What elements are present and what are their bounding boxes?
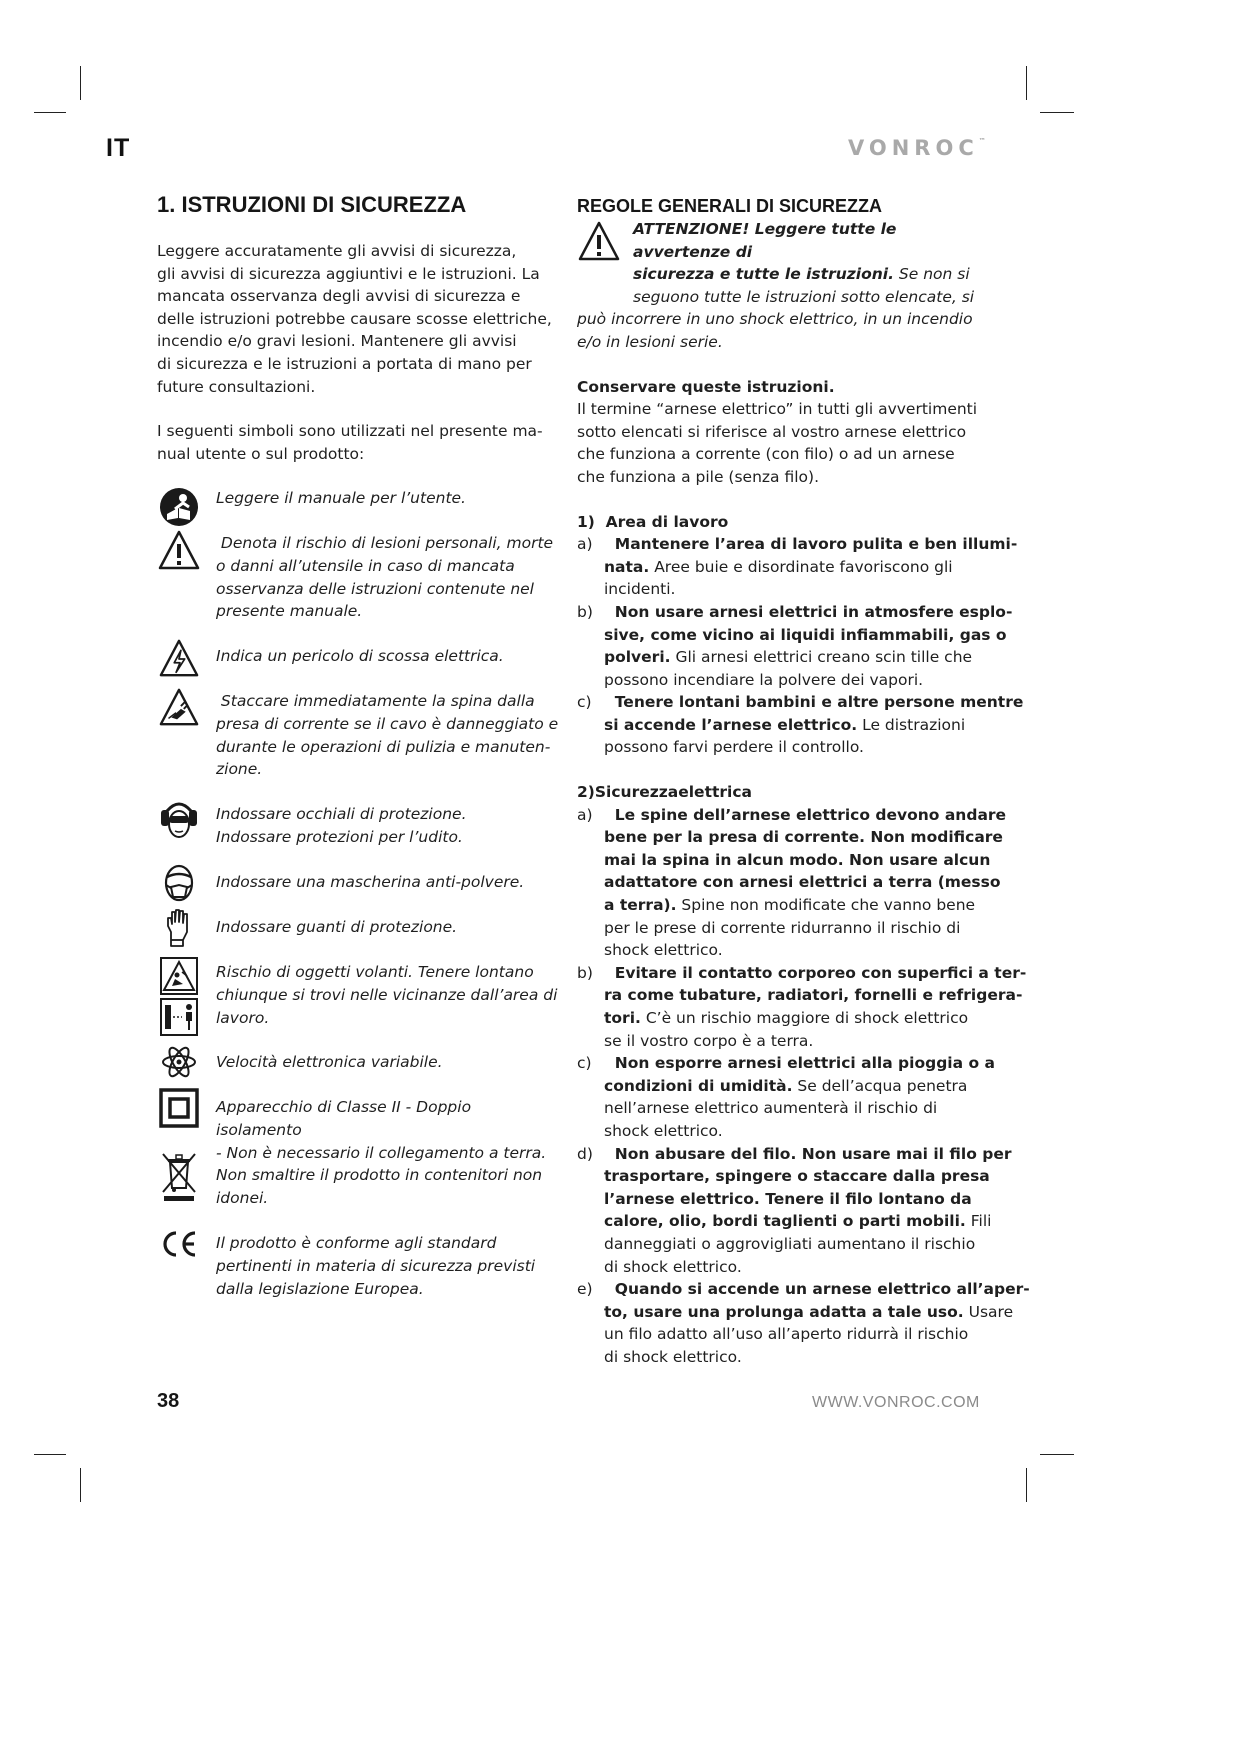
rule-bold-text: calore, olio, bordi taglienti o parti mobili. bbox=[604, 1212, 966, 1231]
rule-line bbox=[604, 1301, 1014, 1324]
item-letter: b) bbox=[577, 602, 593, 621]
rule-line bbox=[604, 578, 987, 601]
rule-bold-text: sive, come vicino ai liquidi infiammabili, gas o bbox=[604, 625, 1007, 644]
symbol-text: Denota il rischio di lesioni personali, morte bbox=[216, 534, 554, 553]
safety-rule-item bbox=[577, 1278, 1030, 1368]
intro-line: Leggere accuratamente gli avvisi di sicurezza, bbox=[157, 242, 517, 260]
symbol-row bbox=[157, 1096, 561, 1164]
general-safety-title: REGOLE GENERALI DI SICUREZZA bbox=[577, 196, 883, 216]
rule-text: un filo adatto all’uso all’aperto ridurrà il rischio bbox=[604, 1325, 969, 1344]
safety-sections bbox=[577, 511, 1030, 1369]
symbol-row bbox=[157, 645, 561, 690]
safety-rule-item bbox=[577, 1143, 1012, 1279]
rule-line bbox=[604, 1030, 987, 1053]
gloves-icon bbox=[157, 906, 201, 948]
subsection-title: 2)Sicurezzaelettrica bbox=[577, 783, 752, 802]
left-column bbox=[157, 190, 561, 1300]
rule-text: possono incendiare la polvere dei vapori. bbox=[604, 670, 924, 689]
safety-rule-item bbox=[577, 804, 1007, 962]
rule-line bbox=[604, 849, 991, 872]
rule-bold-text: si accende l’arnese elettrico. bbox=[604, 715, 858, 734]
rule-text: C’è un rischio maggiore di shock elettrico bbox=[640, 1009, 969, 1027]
rule-line bbox=[604, 736, 987, 759]
safety-rule-item bbox=[577, 533, 1018, 601]
rule-line bbox=[604, 1233, 987, 1256]
warning-text: seguono tutte le istruzioni sotto elencate, si bbox=[633, 287, 975, 306]
warning-triangle-icon bbox=[577, 220, 621, 269]
text-line: sotto elencati si riferisce al vostro arnese elettrico bbox=[577, 422, 967, 441]
rule-text: Spine non modificate che vanno bene bbox=[676, 896, 976, 915]
crop-mark bbox=[1026, 66, 1027, 100]
warning-text: e/o in lesioni serie. bbox=[577, 332, 723, 351]
rule-text: Gli arnesi elettrici creano scin tille che bbox=[670, 648, 973, 667]
rule-bold-text: Non abusare del filo. Non usare mai il filo per bbox=[604, 1144, 1012, 1163]
rule-bold-text: Mantenere l’area di lavoro pulita e ben illumi- bbox=[604, 535, 1018, 554]
intro-line: incendio e/o gravi lesioni. Mantenere gli avvisi bbox=[157, 332, 517, 351]
language-label: IT bbox=[106, 134, 131, 162]
symbol-text: presa di corrente se il cavo è danneggiato e bbox=[216, 714, 559, 733]
rule-line bbox=[604, 1278, 1030, 1301]
symbol-text: dalla legislazione Europea. bbox=[216, 1279, 424, 1298]
intro-line: di sicurezza e le istruzioni a portata di mano per bbox=[157, 354, 532, 373]
symbol-text: Staccare immediatamente la spina dalla bbox=[216, 692, 535, 711]
crop-mark bbox=[34, 1454, 66, 1455]
weee-bin-icon bbox=[157, 1150, 201, 1202]
rule-text: per le prese di corrente ridurranno il rischio di bbox=[604, 918, 961, 937]
symbol-row bbox=[157, 532, 561, 645]
rule-line bbox=[604, 601, 1013, 624]
symbol-row bbox=[157, 803, 561, 871]
rule-line bbox=[604, 1143, 1012, 1166]
ce-mark-icon bbox=[157, 1230, 201, 1258]
rule-bold-text: condizioni di umidità. bbox=[604, 1076, 793, 1095]
rule-text: Aree buie e disordinate favoriscono gli bbox=[649, 557, 953, 576]
symbol-text: o danni all’utensile in caso di mancata bbox=[216, 556, 515, 575]
symbols-intro-line: nual utente o sul prodotto: bbox=[157, 444, 365, 463]
rule-bold-text: Non esporre arnesi elettrici alla pioggia o a bbox=[604, 1054, 995, 1073]
symbol-row bbox=[157, 690, 561, 803]
rule-line bbox=[604, 691, 1024, 714]
rule-bold-text: tori. bbox=[604, 1009, 641, 1027]
rule-bold-text: polveri. bbox=[604, 648, 671, 667]
brand-name: VONROC bbox=[848, 136, 979, 160]
symbol-row bbox=[157, 487, 561, 532]
intro-paragraph bbox=[157, 240, 561, 398]
symbol-row bbox=[157, 871, 561, 916]
rule-bold-text: Evitare il contatto corporeo con superfici a ter- bbox=[604, 963, 1027, 982]
rule-text: Fili bbox=[965, 1212, 992, 1231]
rule-text: se il vostro corpo è a terra. bbox=[604, 1031, 814, 1050]
rule-text: Se dell’acqua penetra bbox=[792, 1076, 968, 1095]
symbol-text: Apparecchio di Classe II - Doppio isolamento bbox=[216, 1098, 472, 1139]
rule-line bbox=[604, 962, 1027, 985]
symbol-text: osservanza delle istruzioni contenute nel bbox=[216, 579, 534, 598]
symbol-row bbox=[157, 1232, 561, 1300]
rule-line bbox=[604, 1323, 987, 1346]
rule-line bbox=[604, 984, 1023, 1007]
symbol-text: chiunque si trovi nelle vicinanze dall’area di bbox=[216, 985, 558, 1004]
symbol-text: Leggere il manuale per l’utente. bbox=[216, 489, 466, 508]
rule-line bbox=[604, 1052, 995, 1075]
safety-rule-item bbox=[577, 691, 1024, 759]
symbol-row bbox=[157, 1051, 561, 1096]
rule-text: possono farvi perdere il controllo. bbox=[604, 738, 864, 757]
rule-line bbox=[604, 646, 987, 669]
item-letter: b) bbox=[577, 963, 593, 982]
rule-line bbox=[604, 871, 1001, 894]
intro-line: gli avvisi di sicurezza aggiuntivi e le istruzioni. La bbox=[157, 264, 540, 283]
safety-rule-item bbox=[577, 601, 1013, 691]
rule-line bbox=[604, 804, 1007, 827]
symbol-row bbox=[157, 961, 561, 1051]
page-number: 38 bbox=[157, 1390, 180, 1412]
flying-objects-icon bbox=[157, 957, 201, 1037]
rule-line bbox=[604, 939, 987, 962]
text-line: che funziona a pile (senza filo). bbox=[577, 467, 819, 486]
crop-mark bbox=[1040, 112, 1074, 113]
warning-text: Se non si bbox=[893, 265, 970, 284]
rule-text: Le distrazioni bbox=[857, 715, 966, 734]
rule-line bbox=[604, 1188, 987, 1211]
crop-mark bbox=[80, 1468, 81, 1502]
keep-instructions-text bbox=[577, 398, 987, 488]
warning-text: può incorrere in uno shock elettrico, in un incendio bbox=[577, 310, 973, 329]
rule-bold-text: nata. bbox=[604, 557, 650, 576]
rule-bold-text: mai la spina in alcun modo. Non usare alcun bbox=[604, 850, 991, 869]
item-letter: c) bbox=[577, 1054, 592, 1073]
attention-warning bbox=[577, 218, 987, 354]
rule-line bbox=[604, 669, 987, 692]
symbol-text: Non smaltire il prodotto in contenitori non bbox=[216, 1166, 543, 1185]
rule-line bbox=[604, 1165, 990, 1188]
variable-speed-icon bbox=[157, 1043, 201, 1081]
symbol-text: Indossare guanti di protezione. bbox=[216, 918, 458, 937]
intro-line: future consultazioni. bbox=[157, 377, 316, 396]
crop-mark bbox=[34, 112, 66, 113]
rule-line bbox=[604, 714, 987, 737]
symbol-row bbox=[157, 916, 561, 961]
rule-line bbox=[604, 1007, 987, 1030]
item-letter: e) bbox=[577, 1280, 593, 1299]
rule-line bbox=[604, 556, 987, 579]
crop-mark bbox=[1040, 1454, 1074, 1455]
intro-line: delle istruzioni potrebbe causare scosse elettriche, bbox=[157, 309, 552, 328]
symbols-intro-line: I seguenti simboli sono utilizzati nel presente ma- bbox=[157, 422, 543, 441]
symbol-text: Il prodotto è conforme agli standard bbox=[216, 1234, 497, 1253]
section-title: 1. ISTRUZIONI DI SICUREZZA bbox=[157, 192, 467, 217]
rule-bold-text: Le spine dell’arnese elettrico devono andare bbox=[604, 805, 1007, 824]
item-letter: d) bbox=[577, 1144, 593, 1163]
item-letter: a) bbox=[577, 805, 593, 824]
rule-bold-text: adattatore con arnesi elettrici a terra (messo bbox=[604, 873, 1001, 892]
text-line: che funziona a corrente (con filo) o ad un arnese bbox=[577, 445, 955, 464]
rule-bold-text: trasportare, spingere o staccare dalla presa bbox=[604, 1167, 990, 1186]
symbol-text: presente manuale. bbox=[216, 602, 363, 621]
rule-bold-text: l’arnese elettrico. Tenere il filo lontano da bbox=[604, 1189, 972, 1208]
symbol-text: durante le operazioni di pulizia e manuten- bbox=[216, 737, 551, 756]
item-letter: c) bbox=[577, 693, 592, 712]
symbol-text: lavoro. bbox=[216, 1008, 270, 1027]
rule-text: shock elettrico. bbox=[604, 1121, 723, 1140]
rule-bold-text: Tenere lontani bambini e altre persone mentre bbox=[604, 693, 1024, 712]
symbol-text: idonei. bbox=[216, 1188, 269, 1207]
rule-text: nell’arnese elettrico aumenterà il rischio di bbox=[604, 1099, 938, 1118]
warning-bold-text: ATTENZIONE! Leggere tutte le avvertenze di bbox=[633, 220, 897, 261]
read-manual-icon bbox=[157, 487, 201, 527]
rule-line bbox=[604, 1346, 987, 1369]
rule-line bbox=[604, 894, 987, 917]
class-ii-icon bbox=[157, 1088, 201, 1128]
safety-rule-item bbox=[577, 962, 1027, 1052]
unplug-warning-icon bbox=[157, 686, 201, 728]
keep-instructions-title: Conservare queste istruzioni. bbox=[577, 377, 835, 396]
rule-line bbox=[604, 533, 1018, 556]
rule-bold-text: Quando si accende un arnese elettrico all’aper- bbox=[604, 1280, 1030, 1299]
rule-line bbox=[604, 1097, 987, 1120]
rule-line bbox=[604, 624, 1007, 647]
crop-mark bbox=[80, 66, 81, 100]
rule-bold-text: bene per la presa di corrente. Non modificare bbox=[604, 828, 1003, 847]
warning-bold-text: sicurezza e tutte le istruzioni. bbox=[633, 265, 894, 284]
symbol-text: Rischio di oggetti volanti. Tenere lontano bbox=[216, 963, 534, 982]
brand-logo: VONROC™ bbox=[848, 136, 986, 160]
rule-line bbox=[604, 1210, 992, 1233]
symbol-text: Indossare protezioni per l’udito. bbox=[216, 827, 463, 846]
rule-text: incidenti. bbox=[604, 580, 676, 599]
electric-shock-icon bbox=[157, 637, 201, 679]
right-column bbox=[577, 194, 1030, 1369]
rule-text: danneggiati o aggrovigliati aumentano il rischio bbox=[604, 1234, 976, 1253]
symbol-text: Indica un pericolo di scossa elettrica. bbox=[216, 647, 504, 666]
symbol-text: pertinenti in materia di sicurezza previsti bbox=[216, 1256, 536, 1275]
subsection-title: 1) Area di lavoro bbox=[577, 512, 729, 531]
crop-mark bbox=[1026, 1468, 1027, 1502]
website-url: WWW.VONROC.COM bbox=[812, 1394, 980, 1411]
rule-text: di shock elettrico. bbox=[604, 1347, 742, 1366]
symbol-row bbox=[157, 1164, 561, 1232]
symbol-text: Indossare occhiali di protezione. bbox=[216, 805, 467, 824]
rule-bold-text: Non usare arnesi elettrici in atmosfere esplo- bbox=[604, 602, 1013, 621]
symbols-intro bbox=[157, 420, 561, 465]
rule-bold-text: to, usare una prolunga adatta a tale uso. bbox=[604, 1302, 964, 1321]
dust-mask-icon bbox=[157, 863, 201, 905]
rule-bold-text: ra come tubature, radiatori, fornelli e refrigera- bbox=[604, 986, 1023, 1005]
rule-line bbox=[604, 826, 1003, 849]
symbol-text: Indossare una mascherina anti-polvere. bbox=[216, 873, 525, 892]
safety-rule-item bbox=[577, 1052, 995, 1142]
rule-line bbox=[604, 917, 987, 940]
rule-text: Usare bbox=[963, 1302, 1014, 1321]
item-letter: a) bbox=[577, 535, 593, 554]
symbol-text: - Non è necessario il collegamento a terra. bbox=[216, 1143, 547, 1162]
symbol-text: zione. bbox=[216, 760, 263, 779]
symbol-text: Velocità elettronica variabile. bbox=[216, 1053, 443, 1072]
warning-triangle-icon bbox=[157, 528, 201, 572]
goggles-earmuffs-icon bbox=[157, 797, 201, 841]
rule-text: di shock elettrico. bbox=[604, 1257, 742, 1276]
text-line: Il termine “arnese elettrico” in tutti gli avvertimenti bbox=[577, 400, 978, 419]
rule-line bbox=[604, 1120, 987, 1143]
rule-line bbox=[604, 1256, 987, 1279]
rule-line bbox=[604, 1075, 987, 1098]
rule-bold-text: a terra). bbox=[604, 896, 677, 915]
intro-line: mancata osservanza degli avvisi di sicurezza e bbox=[157, 287, 521, 306]
rule-text: shock elettrico. bbox=[604, 941, 723, 960]
